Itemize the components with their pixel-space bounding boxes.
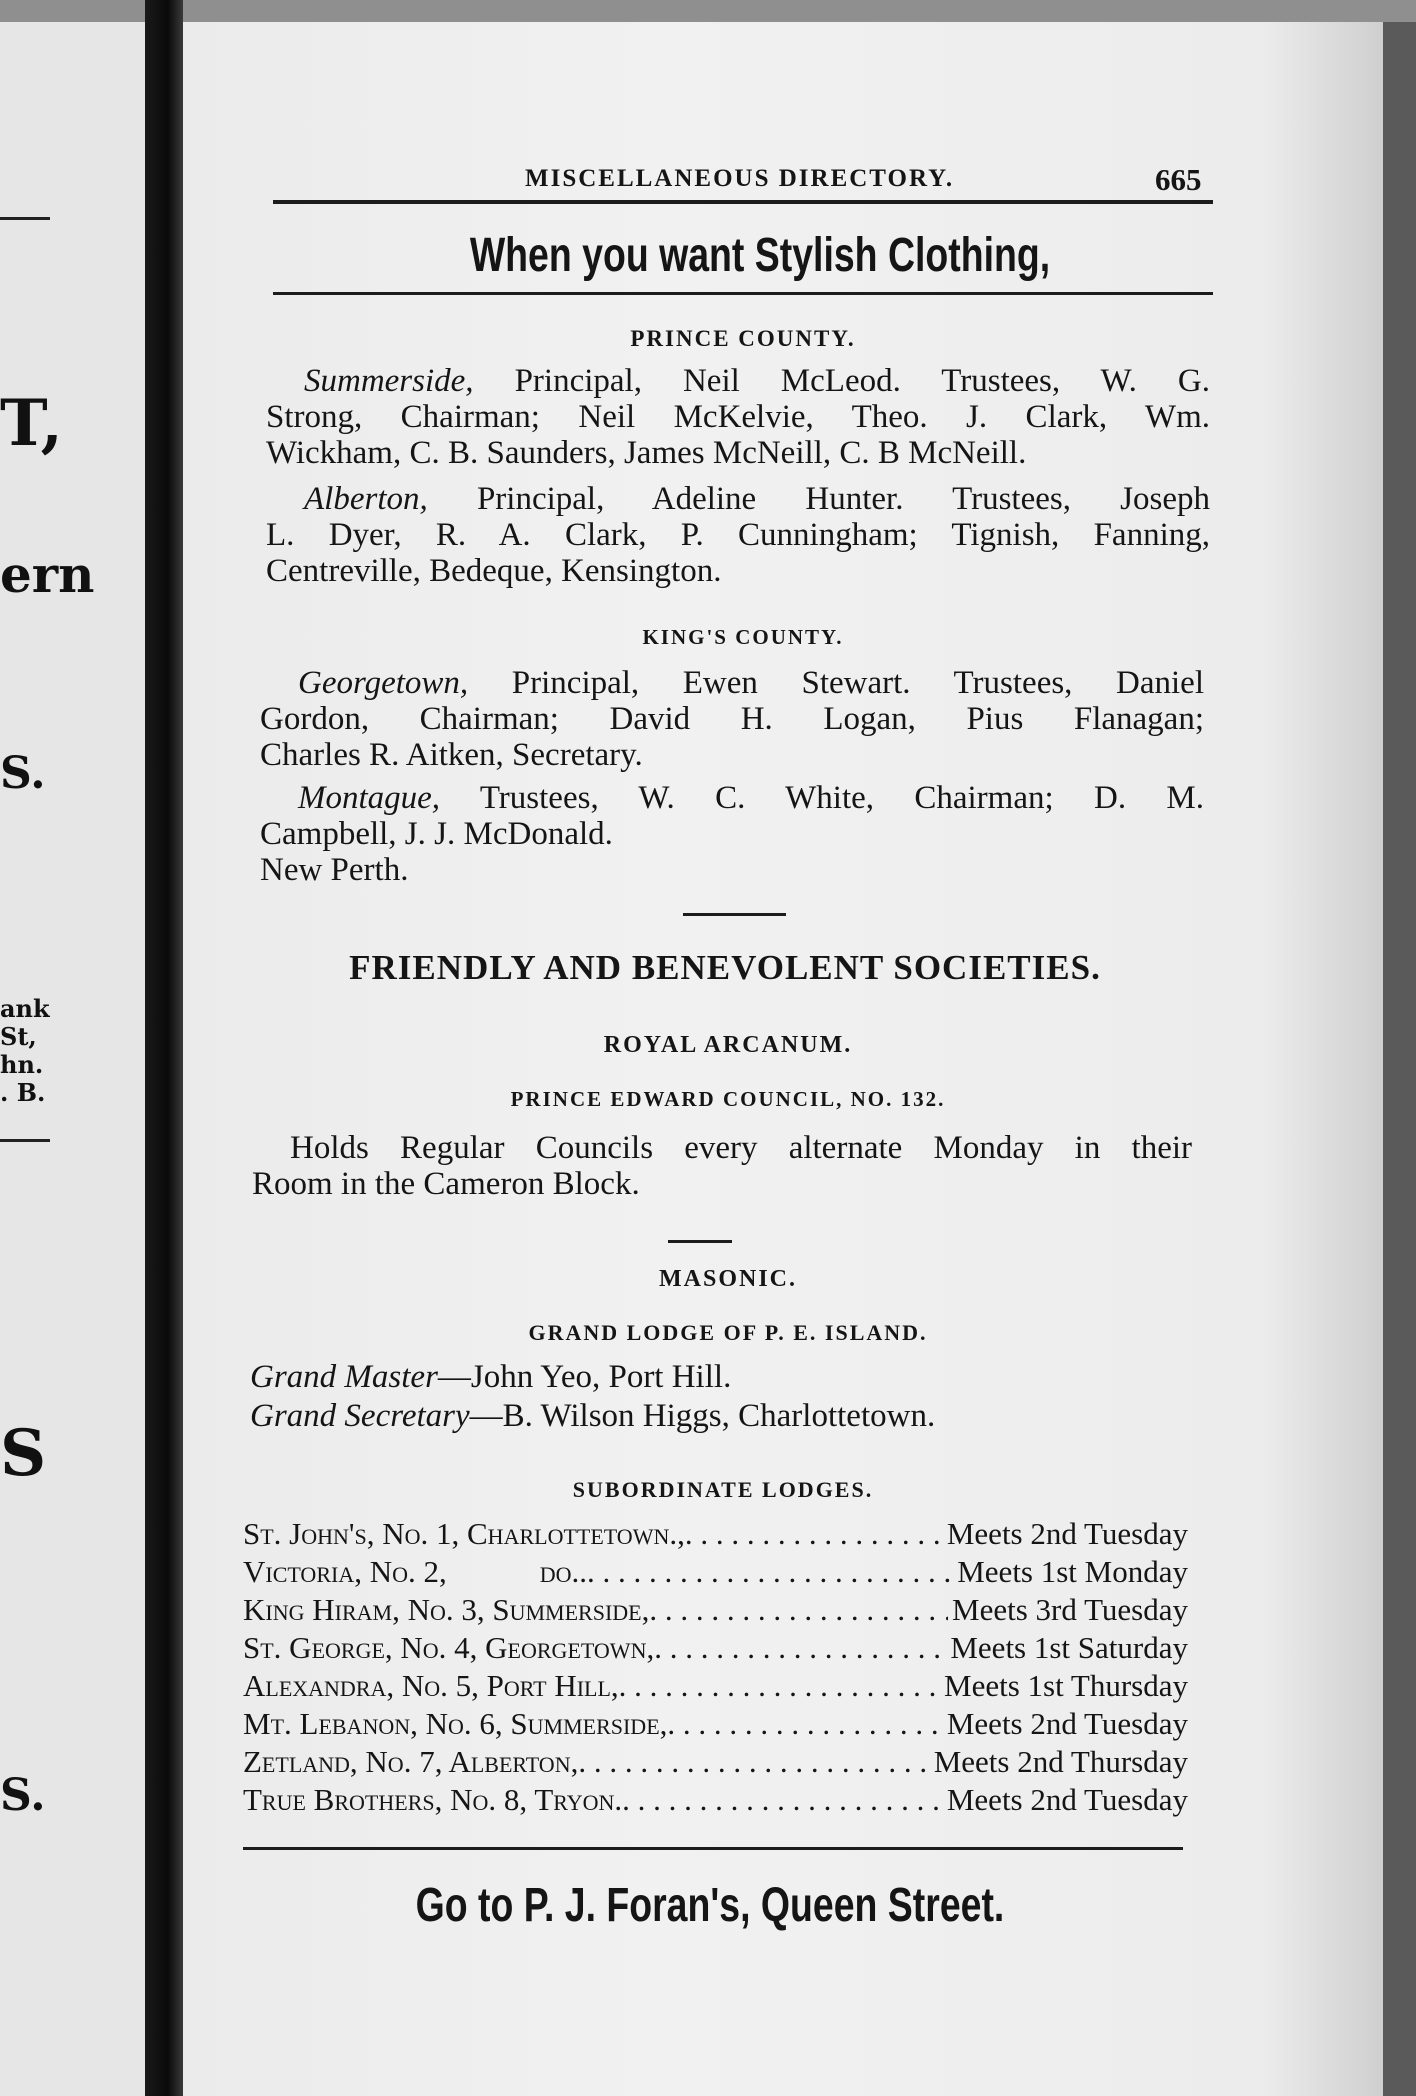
kings-county-heading: KING'S COUNTY.: [642, 625, 844, 649]
place-name: Montague,: [298, 780, 441, 816]
section-rule: [668, 1240, 732, 1243]
facing-page-rule: [0, 1139, 50, 1142]
banner-rule: [273, 292, 1213, 295]
prince-county-alberton: Alberton, Principal, Adeline Hunter. Trustees, Joseph L. Dyer, R. A. Clark, P. Cunningham; Tignish, Fanning, Centreville, Bedeque, Kensington.: [266, 481, 1211, 589]
officer-title: Grand Master: [250, 1359, 438, 1395]
grand-master: Grand Master—John Yeo, Port Hill.: [250, 1359, 732, 1395]
kings-county-georgetown: Georgetown, Principal, Ewen Stewart. Trustees, Daniel Gordon, Chairman; David H. Logan, Pius Flanagan; Charles R. Aitken, Secretary.: [260, 665, 1204, 773]
friendly-societies-heading: FRIENDLY AND BENEVOLENT SOCIETIES.: [349, 948, 1101, 987]
prince-county-heading: PRINCE COUNTY.: [630, 326, 856, 351]
lodge-row: Alexandra, No. 5, Port Hill, . . . Meets 1st Thursday: [243, 1667, 1188, 1705]
facing-page-text: S.: [0, 1770, 46, 1821]
grand-secretary: Grand Secretary—B. Wilson Higgs, Charlottetown.: [250, 1398, 936, 1434]
facing-page-text: S: [0, 1416, 47, 1491]
advert-banner-bottom: Go to P. J. Foran's, Queen Street.: [415, 1879, 1005, 1932]
facing-page-text: ank: [0, 994, 50, 1023]
lodge-list: [243, 1515, 1188, 1819]
subordinate-lodges-heading: SUBORDINATE LODGES.: [572, 1477, 874, 1502]
facing-page-text: T,: [0, 386, 63, 461]
section-rule: [683, 913, 786, 916]
running-head: MISCELLANEOUS DIRECTORY.: [525, 165, 955, 192]
facing-page-text: ern: [0, 545, 95, 604]
facing-page-fragment: [0, 22, 145, 2096]
facing-page-text: S.: [0, 748, 46, 799]
lodge-row: Zetland, No. 7, Alberton, . . . Meets 2nd Thursday: [243, 1743, 1188, 1781]
place-name: Georgetown,: [298, 665, 469, 701]
advert-banner-top: When you want Stylish Clothing,: [469, 229, 1051, 282]
lodge-row: St. John's, No. 1, Charlottetown., . . . Meets 2nd Tuesday: [243, 1515, 1188, 1553]
kings-county-montague: Montague, Trustees, W. C. White, Chairman; D. M. Campbell, J. J. McDonald. New Perth.: [260, 780, 1204, 888]
facing-page-text: hn.: [0, 1050, 44, 1079]
place-name: Summerside,: [304, 363, 474, 399]
facing-page-rule: [0, 217, 50, 220]
officer-title: Grand Secretary: [250, 1398, 470, 1434]
council-heading: PRINCE EDWARD COUNCIL, NO. 132.: [510, 1087, 946, 1111]
lodge-row: True Brothers, No. 8, Tryon. . . . Meets 2nd Tuesday: [243, 1781, 1188, 1819]
page-number: 665: [1155, 162, 1202, 197]
prince-county-summerside: Summerside, Principal, Neil McLeod. Trustees, W. G. Strong, Chairman; Neil McKelvie, Theo. J. Clark, Wm. Wickham, C. B. Saunders, James McNeill, C. B McNeill.: [266, 363, 1210, 471]
facing-page-text: . B.: [0, 1078, 46, 1107]
facing-page-text: St,: [0, 1022, 37, 1051]
page-edge: [1383, 22, 1416, 2096]
header-rule: [273, 200, 1213, 204]
royal-arcanum-heading: ROYAL ARCANUM.: [603, 1032, 853, 1058]
grand-lodge-heading: GRAND LODGE OF P. E. ISLAND.: [528, 1320, 928, 1345]
council-description: Holds Regular Councils every alternate Monday in their Room in the Cameron Block.: [252, 1130, 1192, 1202]
lodge-row: Victoria, No. 2, do.. . . . Meets 1st Monday: [243, 1553, 1188, 1591]
footer-rule: [243, 1847, 1183, 1850]
place-name: Alberton,: [304, 481, 428, 517]
lodge-row: King Hiram, No. 3, Summerside, . . . Meets 3rd Tuesday: [243, 1591, 1188, 1629]
lodge-row: St. George, No. 4, Georgetown, . . . Meets 1st Saturday: [243, 1629, 1188, 1667]
lodge-row: Mt. Lebanon, No. 6, Summerside, . . . Meets 2nd Tuesday: [243, 1705, 1188, 1743]
book-gutter: [145, 0, 183, 2096]
masonic-heading: MASONIC.: [658, 1266, 797, 1292]
